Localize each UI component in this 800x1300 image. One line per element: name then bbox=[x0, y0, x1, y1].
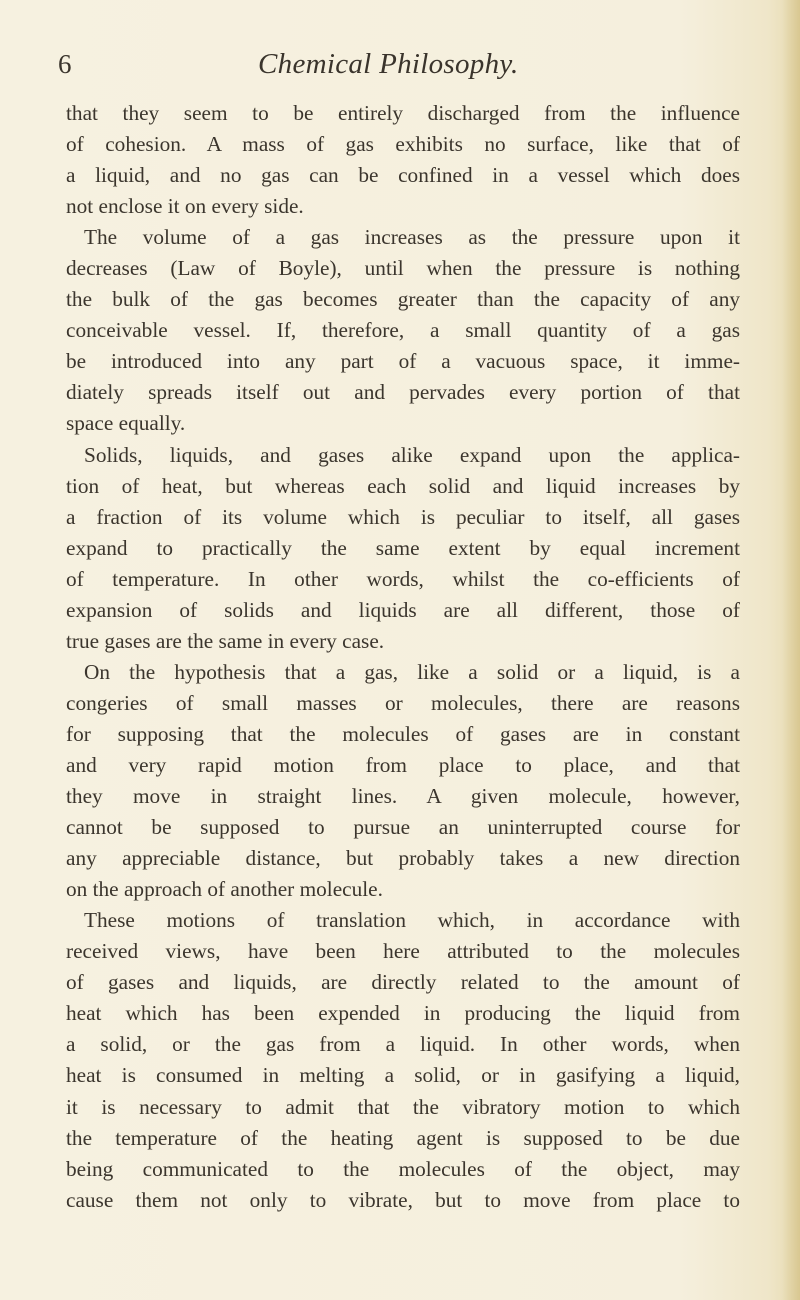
text-line: The volume of a gas increases as the pressure upon it bbox=[84, 225, 740, 250]
text-line: for supposing that the molecules of gases are in constant bbox=[66, 721, 740, 746]
text-line: congeries of small masses or molecules, there are reasons bbox=[66, 690, 740, 715]
text-line: cause them not only to vibrate, but to move from place to bbox=[66, 1187, 740, 1212]
text-line: it is necessary to admit that the vibratory motion to which bbox=[66, 1094, 740, 1119]
text-line: and very rapid motion from place to place, and that bbox=[66, 752, 740, 777]
text-line: of cohesion. A mass of gas exhibits no surface, like that of bbox=[66, 132, 740, 157]
page-number: 6 bbox=[58, 49, 72, 79]
text-line: heat which has been expended in producing the liquid from bbox=[66, 1001, 740, 1026]
text-line: that they seem to be entirely discharged from the influence bbox=[66, 101, 740, 125]
text-line: expand to practically the same extent by equal increment bbox=[66, 535, 740, 560]
text-line: diately spreads itself out and pervades every portion of that bbox=[66, 380, 740, 405]
running-title: Chemical Philosophy. bbox=[258, 48, 519, 80]
text-line: a solid, or the gas from a liquid. In other words, when bbox=[66, 1032, 740, 1057]
text-line: of gases and liquids, are directly related to the amount of bbox=[66, 970, 740, 995]
text-line: On the hypothesis that a gas, like a solid or a liquid, is a bbox=[84, 659, 740, 684]
text-line: of temperature. In other words, whilst the co-efficients of bbox=[66, 566, 740, 591]
text-line: true gases are the same in every case. bbox=[66, 628, 385, 653]
text-line: not enclose it on every side. bbox=[66, 194, 304, 219]
text-line: decreases (Law of Boyle), until when the pressure is nothing bbox=[66, 256, 740, 281]
text-line: a fraction of its volume which is peculiar to itself, all gases bbox=[66, 504, 740, 529]
text-line: the temperature of the heating agent is supposed to be due bbox=[66, 1125, 740, 1150]
text-line: expansion of solids and liquids are all different, those of bbox=[66, 597, 740, 622]
text-line: they move in straight lines. A given molecule, however, bbox=[66, 784, 740, 809]
text-line: These motions of translation which, in accordance with bbox=[84, 908, 740, 933]
text-line: being communicated to the molecules of the object, may bbox=[66, 1156, 740, 1181]
page-edge-shadow bbox=[782, 0, 800, 1300]
text-line: received views, have been here attributed to the molecules bbox=[66, 939, 740, 964]
text-line: Solids, liquids, and gases alike expand upon the applica- bbox=[84, 442, 740, 467]
text-line: any appreciable distance, but probably takes a new direction bbox=[66, 846, 740, 871]
text-line: conceivable vessel. If, therefore, a small quantity of a gas bbox=[66, 318, 740, 343]
text-line: on the approach of another molecule. bbox=[66, 877, 383, 902]
page-header bbox=[58, 46, 738, 86]
text-line: tion of heat, but whereas each solid and liquid increases by bbox=[66, 473, 740, 498]
text-line: a liquid, and no gas can be confined in a vessel which does bbox=[66, 163, 740, 188]
text-line: heat is consumed in melting a solid, or in gasifying a liquid, bbox=[66, 1063, 740, 1088]
body-text bbox=[66, 98, 740, 1216]
text-line: cannot be supposed to pursue an uninterrupted course for bbox=[66, 815, 740, 840]
text-line: the bulk of the gas becomes greater than the capacity of any bbox=[66, 287, 740, 312]
text-line: space equally. bbox=[66, 411, 186, 436]
text-line: be introduced into any part of a vacuous space, it imme- bbox=[66, 349, 740, 374]
